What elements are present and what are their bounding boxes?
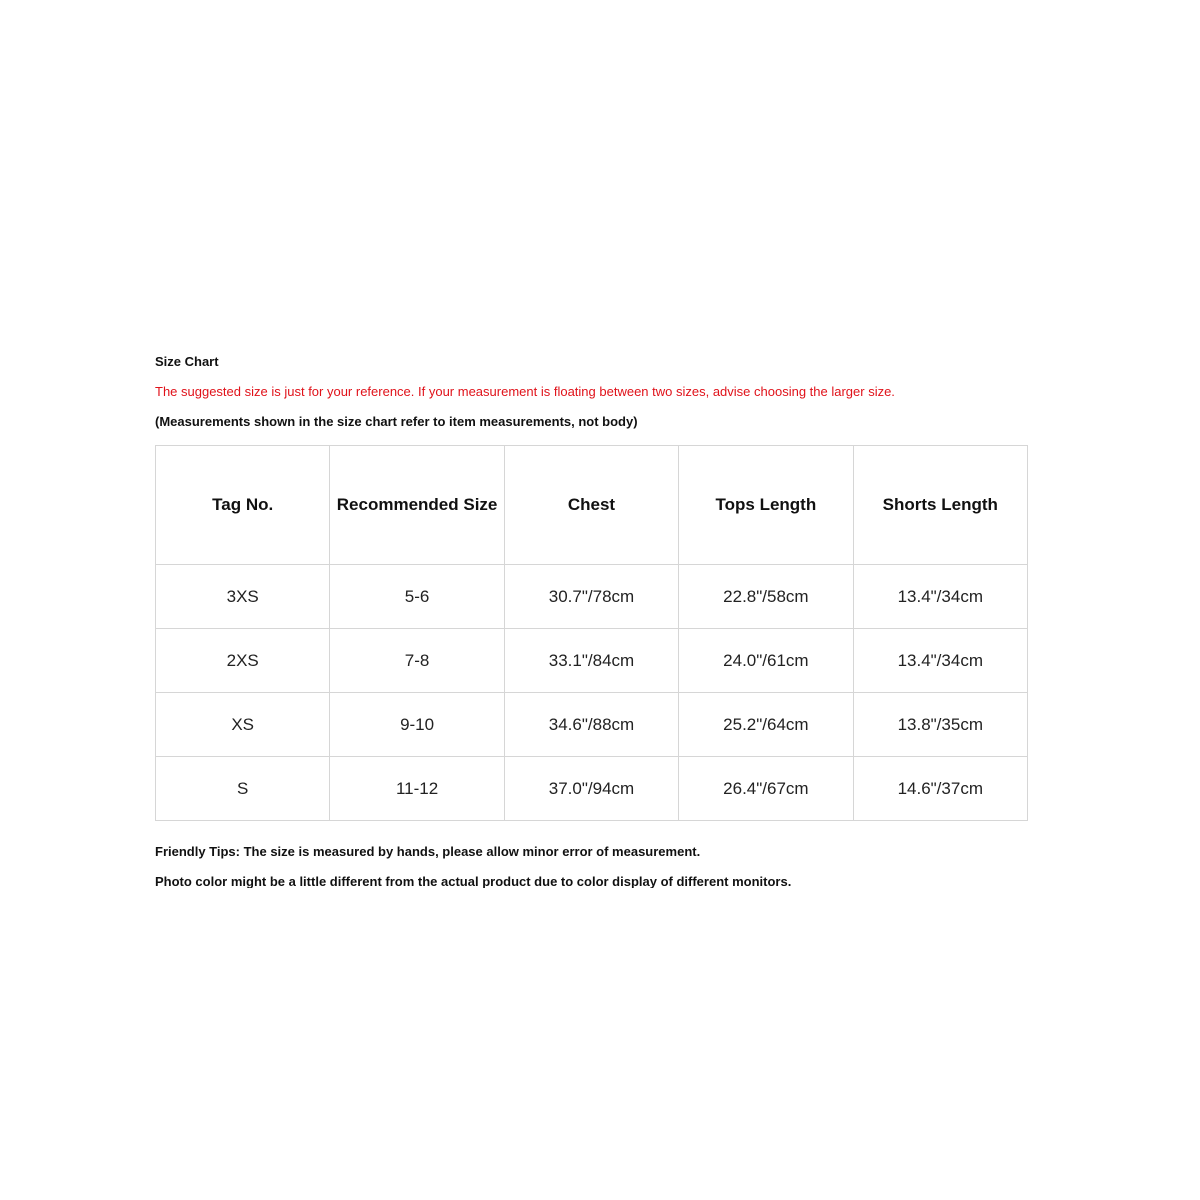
- cell-shorts-length: 13.4"/34cm: [853, 629, 1027, 693]
- size-chart-section: [155, 352, 1028, 888]
- cell-tag-no: 3XS: [156, 565, 330, 629]
- cell-tops-length: 24.0"/61cm: [679, 629, 853, 693]
- cell-chest: 30.7"/78cm: [504, 565, 678, 629]
- cell-tops-length: 26.4"/67cm: [679, 757, 853, 821]
- cell-tag-no: 2XS: [156, 629, 330, 693]
- header-tops-length: Tops Length: [679, 446, 853, 565]
- cell-shorts-length: 14.6"/37cm: [853, 757, 1027, 821]
- cell-recommended-size: 5-6: [330, 565, 504, 629]
- cell-chest: 34.6"/88cm: [504, 693, 678, 757]
- cell-recommended-size: 11-12: [330, 757, 504, 821]
- header-tag-no: Tag No.: [156, 446, 330, 565]
- cell-tops-length: 25.2"/64cm: [679, 693, 853, 757]
- cell-recommended-size: 9-10: [330, 693, 504, 757]
- measurement-note: (Measurements shown in the size chart refer to item measurements, not body): [155, 414, 638, 429]
- friendly-tip: Friendly Tips: The size is measured by hands, please allow minor error of measurement.: [155, 844, 701, 859]
- cell-recommended-size: 7-8: [330, 629, 504, 693]
- cell-shorts-length: 13.8"/35cm: [853, 693, 1027, 757]
- cell-tag-no: XS: [156, 693, 330, 757]
- table-header-row: [156, 446, 1028, 565]
- size-table: [155, 445, 1028, 821]
- table-row: [156, 565, 1028, 629]
- table-row: [156, 757, 1028, 821]
- cell-tops-length: 22.8"/58cm: [679, 565, 853, 629]
- header-shorts-length: Shorts Length: [853, 446, 1027, 565]
- cell-shorts-length: 13.4"/34cm: [853, 565, 1027, 629]
- header-recommended-size: Recommended Size: [330, 446, 504, 565]
- cell-tag-no: S: [156, 757, 330, 821]
- cell-chest: 33.1"/84cm: [504, 629, 678, 693]
- cell-chest: 37.0"/94cm: [504, 757, 678, 821]
- size-notice: The suggested size is just for your reference. If your measurement is floating between two sizes, advise choosing the larger size.: [155, 384, 895, 399]
- color-disclaimer: Photo color might be a little different from the actual product due to color display of different monitors.: [155, 874, 792, 888]
- header-chest: Chest: [504, 446, 678, 565]
- page-title: Size Chart: [155, 354, 219, 369]
- table-row: [156, 693, 1028, 757]
- table-row: [156, 629, 1028, 693]
